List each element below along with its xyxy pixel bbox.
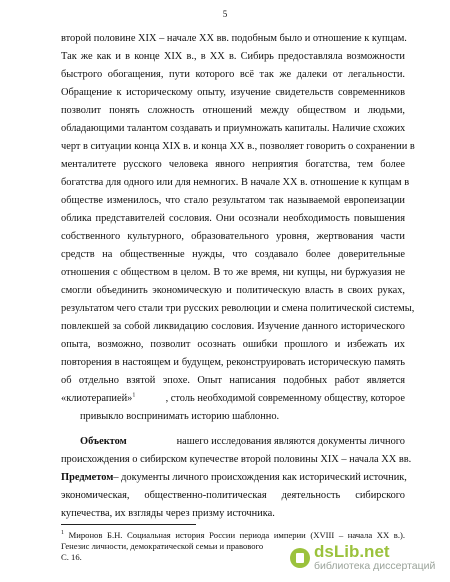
object-text: нашего исследования являются документы личного (176, 436, 405, 447)
object-paragraph-line: происхождения о сибирском купечестве второй половины XIX – начала XX вв. (61, 454, 412, 465)
text-line: повлекшей за собой ликвидацию сословия. Изучение данного исторического (61, 321, 405, 332)
subject-paragraph-line (61, 472, 405, 484)
text-line: средств на общественные нужды, что создавало более доверительные (61, 249, 405, 260)
text-line: об отдельно взятой эпохе. Опыт написания подобных работ является (61, 375, 405, 386)
footnote-reference: 1 (132, 392, 136, 399)
text-line: привыкло воспринимать историю шаблонно. (80, 411, 280, 422)
text-fragment (61, 393, 135, 405)
text-line: Так же как и в конце XIX в., в XX в. Сибирь предоставляла возможности (61, 51, 405, 62)
footnote-text: Миронов Б.Н. Социальная история России периода империи (XVIII – начала XX в.). (68, 530, 405, 540)
footnote-line (61, 530, 405, 540)
text-line: повторения в настоящем и будущем, реконструировать историческую память (61, 357, 405, 368)
object-term: Объектом (80, 436, 127, 447)
footnote-divider (61, 524, 196, 525)
footnote-line: С. 16. (61, 552, 82, 562)
text-line: менталитете русского человека явного неприятия богатства, тем более (61, 159, 405, 170)
footnote-line: Генезис личности, демократической семьи и правового (61, 541, 264, 551)
text-fragment: , столь необходимой современному обществу, которое (165, 393, 405, 404)
text-line: второй половине XIX – начале XX вв. подобным было и отношение к купцам. (61, 33, 407, 44)
text-line: смогли объединить экономическую и политическую власть в своих руках, (61, 285, 405, 296)
watermark (290, 543, 435, 572)
object-paragraph-line (80, 436, 405, 448)
footnote-marker: 1 (61, 530, 64, 537)
page-number: 5 (222, 9, 228, 19)
text-line: собственного культурного, образовательного уровня, жертвования части (61, 231, 405, 242)
subject-text: – документы личного происхождения как исторический источник, (113, 472, 407, 483)
text-line (61, 393, 405, 405)
book-icon (290, 548, 310, 568)
text-line: отношения с обществом в целом. В то же время, ни купцы, ни буржуазия не (61, 267, 405, 278)
text-line: обществе изменилось, что стало результатом так называемой европеизации (61, 195, 405, 206)
subject-paragraph-line: экономическая, общественно-политическая деятельность сибирского (61, 490, 405, 501)
text-line: позволит понять сложность отношений между обществом и людьми, (61, 105, 405, 116)
text-line: Обращение к историческому опыту, изучение свидетельств современников (61, 87, 405, 98)
text-line: быстрого обогащения, пути которого всё так же далеки от легальности. (61, 69, 405, 80)
subject-term: Предметом (61, 472, 114, 483)
text-line: богатства для одного или для немногих. В начале XX в. отношение к купцам в (61, 177, 410, 188)
watermark-tagline: библиотека диссертаций (314, 560, 436, 572)
watermark-brand: dsLib.net (314, 542, 390, 561)
watermark-text (314, 543, 435, 572)
quoted-term: «клиотерапией» (61, 393, 133, 404)
text-line: черт в ситуации конца XIX в. и конца XX в., позволяет говорить о сохранении в (61, 141, 415, 152)
text-line: опыта, возможно, позволит осознать ошибки прошлого и избежать их (61, 339, 405, 350)
text-line: обладающими талантом создавать и приумножать капиталы. Наличие схожих (61, 123, 406, 134)
subject-paragraph-line: купечества, их взгляды через призму источника. (61, 508, 275, 519)
text-line: результатом чего стали три русских революции и смена политической системы, (61, 303, 415, 314)
text-line: облика представителей сословия. Они осознали необходимость повышения (61, 213, 405, 224)
